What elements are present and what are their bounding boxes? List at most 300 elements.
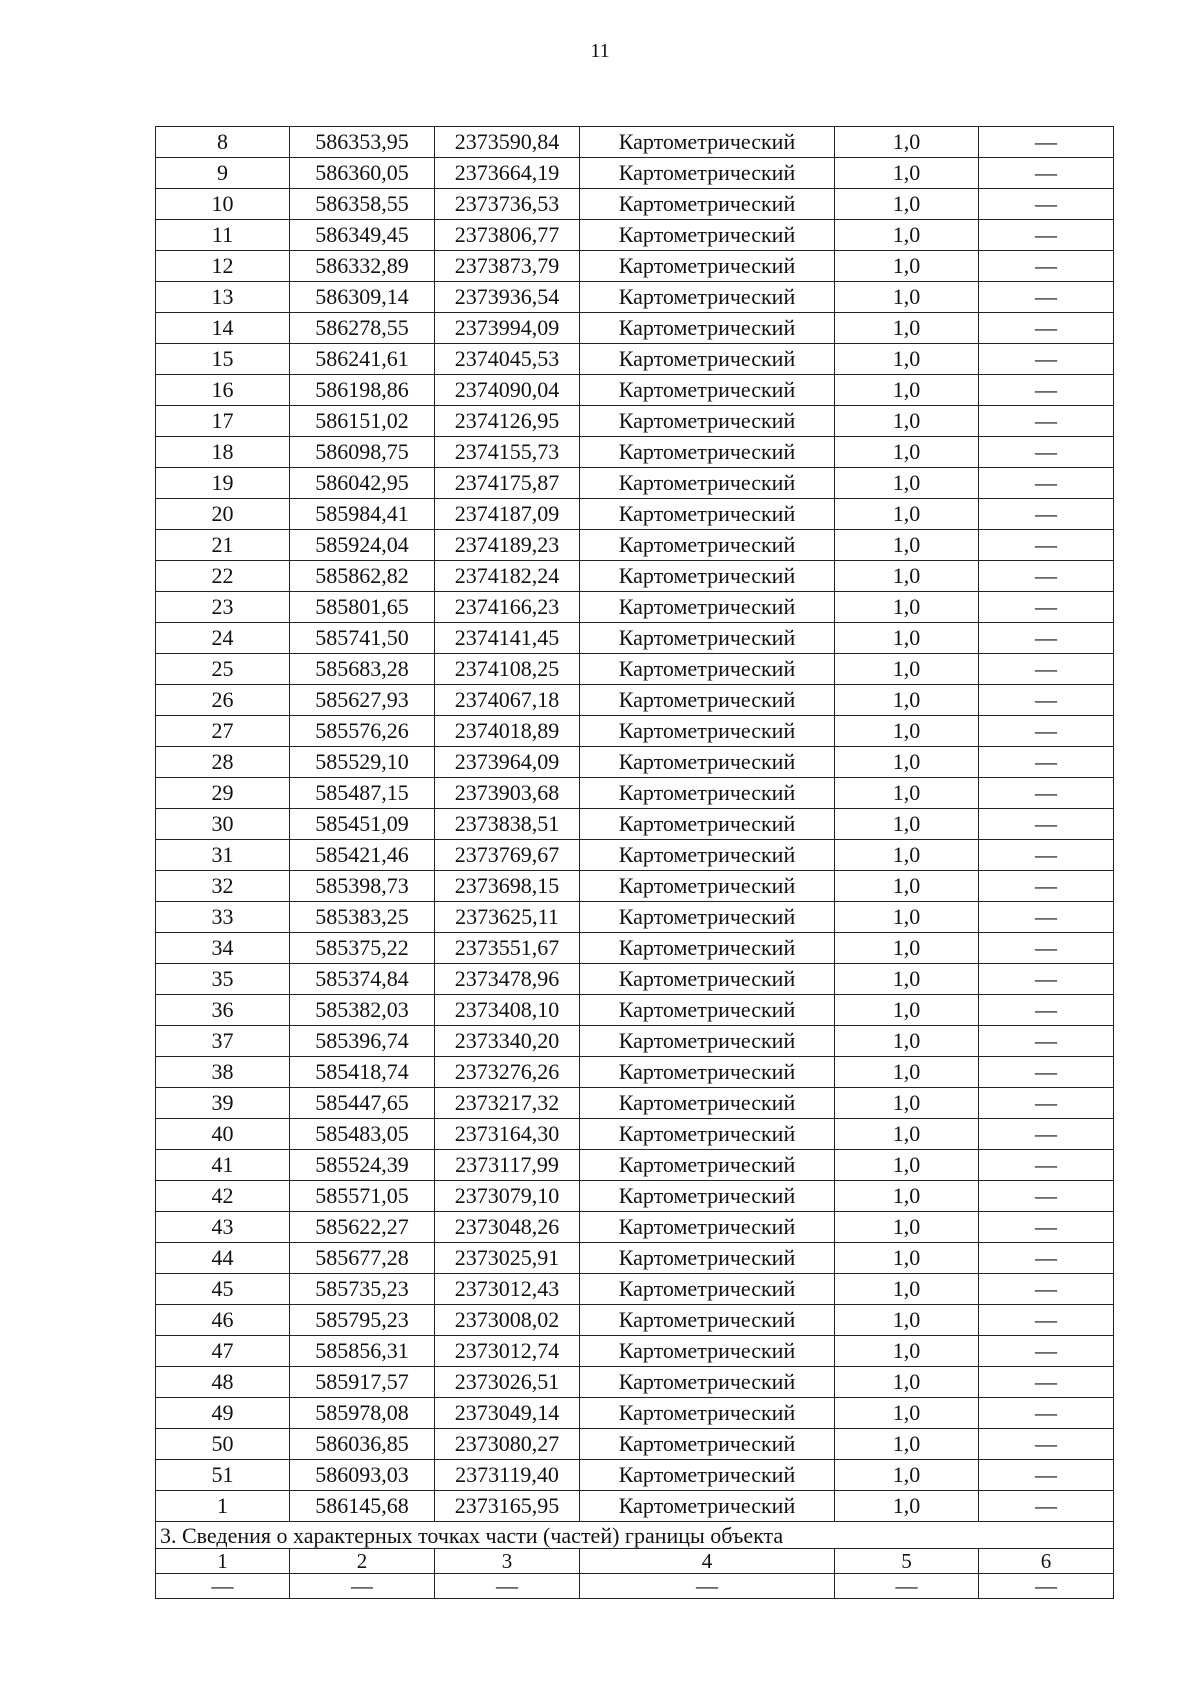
point-number-cell: 34 [156, 933, 290, 964]
y-coordinate-cell: 2373408,10 [435, 995, 580, 1026]
x-coordinate-cell: 585795,23 [290, 1305, 435, 1336]
y-coordinate-cell: 2374045,53 [435, 344, 580, 375]
point-number-cell: 39 [156, 1088, 290, 1119]
point-number-cell: 10 [156, 189, 290, 220]
point-number-cell: 20 [156, 499, 290, 530]
method-cell: Картометрический [580, 871, 835, 902]
point-number-cell: 27 [156, 716, 290, 747]
method-cell: Картометрический [580, 592, 835, 623]
dash-cell: — [156, 1574, 290, 1599]
description-cell: — [979, 1026, 1114, 1057]
description-cell: — [979, 840, 1114, 871]
table-row [156, 220, 1114, 251]
point-number-cell: 21 [156, 530, 290, 561]
method-cell: Картометрический [580, 1088, 835, 1119]
x-coordinate-cell: 585627,93 [290, 685, 435, 716]
method-cell: Картометрический [580, 468, 835, 499]
dash-cell: — [835, 1574, 979, 1599]
method-cell: Картометрический [580, 344, 835, 375]
description-cell: — [979, 623, 1114, 654]
dash-cell: — [435, 1574, 580, 1599]
table-row [156, 1429, 1114, 1460]
accuracy-cell: 1,0 [835, 778, 979, 809]
description-cell: — [979, 1460, 1114, 1491]
table-row [156, 344, 1114, 375]
method-cell: Картометрический [580, 189, 835, 220]
description-cell: — [979, 1150, 1114, 1181]
y-coordinate-cell: 2373903,68 [435, 778, 580, 809]
accuracy-cell: 1,0 [835, 1460, 979, 1491]
method-cell: Картометрический [580, 902, 835, 933]
point-number-cell: 22 [156, 561, 290, 592]
table-row [156, 313, 1114, 344]
description-cell: — [979, 375, 1114, 406]
accuracy-cell: 1,0 [835, 468, 979, 499]
table-row [156, 592, 1114, 623]
y-coordinate-cell: 2373025,91 [435, 1243, 580, 1274]
method-cell: Картометрический [580, 716, 835, 747]
description-cell: — [979, 1491, 1114, 1522]
y-coordinate-cell: 2373664,19 [435, 158, 580, 189]
accuracy-cell: 1,0 [835, 282, 979, 313]
table-row [156, 1336, 1114, 1367]
method-cell: Картометрический [580, 1460, 835, 1491]
y-coordinate-cell: 2374189,23 [435, 530, 580, 561]
boundary-points-table [155, 126, 1114, 1599]
y-coordinate-cell: 2373769,67 [435, 840, 580, 871]
description-cell: — [979, 1243, 1114, 1274]
x-coordinate-cell: 585984,41 [290, 499, 435, 530]
y-coordinate-cell: 2373964,09 [435, 747, 580, 778]
accuracy-cell: 1,0 [835, 1243, 979, 1274]
table-row [156, 1181, 1114, 1212]
description-cell: — [979, 995, 1114, 1026]
y-coordinate-cell: 2373012,43 [435, 1274, 580, 1305]
y-coordinate-cell: 2373012,74 [435, 1336, 580, 1367]
x-coordinate-cell: 585418,74 [290, 1057, 435, 1088]
x-coordinate-cell: 585396,74 [290, 1026, 435, 1057]
accuracy-cell: 1,0 [835, 933, 979, 964]
method-cell: Картометрический [580, 1212, 835, 1243]
x-coordinate-cell: 585683,28 [290, 654, 435, 685]
point-number-cell: 30 [156, 809, 290, 840]
y-coordinate-cell: 2373340,20 [435, 1026, 580, 1057]
description-cell: — [979, 1274, 1114, 1305]
method-cell: Картометрический [580, 437, 835, 468]
table-row [156, 1026, 1114, 1057]
x-coordinate-cell: 585917,57 [290, 1367, 435, 1398]
accuracy-cell: 1,0 [835, 375, 979, 406]
accuracy-cell: 1,0 [835, 530, 979, 561]
table-row [156, 468, 1114, 499]
method-cell: Картометрический [580, 1429, 835, 1460]
x-coordinate-cell: 585447,65 [290, 1088, 435, 1119]
point-number-cell: 51 [156, 1460, 290, 1491]
x-coordinate-cell: 586093,03 [290, 1460, 435, 1491]
point-number-cell: 18 [156, 437, 290, 468]
description-cell: — [979, 406, 1114, 437]
point-number-cell: 24 [156, 623, 290, 654]
method-cell: Картометрический [580, 313, 835, 344]
table-row [156, 1491, 1114, 1522]
table-row [156, 1243, 1114, 1274]
table-row [156, 685, 1114, 716]
x-coordinate-cell: 586145,68 [290, 1491, 435, 1522]
point-number-cell: 29 [156, 778, 290, 809]
method-cell: Картометрический [580, 964, 835, 995]
x-coordinate-cell: 585622,27 [290, 1212, 435, 1243]
x-coordinate-cell: 585529,10 [290, 747, 435, 778]
method-cell: Картометрический [580, 933, 835, 964]
point-number-cell: 37 [156, 1026, 290, 1057]
method-cell: Картометрический [580, 1491, 835, 1522]
point-number-cell: 16 [156, 375, 290, 406]
point-number-cell: 45 [156, 1274, 290, 1305]
y-coordinate-cell: 2373165,95 [435, 1491, 580, 1522]
section-3-title: 3. Сведения о характерных точках части (частей) границы объекта [156, 1522, 1114, 1549]
column-numbers-row [156, 1549, 1114, 1574]
method-cell: Картометрический [580, 840, 835, 871]
accuracy-cell: 1,0 [835, 840, 979, 871]
description-cell: — [979, 251, 1114, 282]
accuracy-cell: 1,0 [835, 1119, 979, 1150]
y-coordinate-cell: 2373080,27 [435, 1429, 580, 1460]
description-cell: — [979, 933, 1114, 964]
method-cell: Картометрический [580, 1026, 835, 1057]
description-cell: — [979, 964, 1114, 995]
description-cell: — [979, 1212, 1114, 1243]
x-coordinate-cell: 586358,55 [290, 189, 435, 220]
method-cell: Картометрический [580, 1119, 835, 1150]
y-coordinate-cell: 2373994,09 [435, 313, 580, 344]
accuracy-cell: 1,0 [835, 1367, 979, 1398]
dash-cell: — [290, 1574, 435, 1599]
page-number: 11 [590, 40, 610, 62]
table-row [156, 778, 1114, 809]
table-row [156, 1119, 1114, 1150]
column-number: 5 [835, 1549, 979, 1574]
y-coordinate-cell: 2373806,77 [435, 220, 580, 251]
x-coordinate-cell: 585524,39 [290, 1150, 435, 1181]
accuracy-cell: 1,0 [835, 1274, 979, 1305]
point-number-cell: 36 [156, 995, 290, 1026]
description-cell: — [979, 716, 1114, 747]
x-coordinate-cell: 586353,95 [290, 127, 435, 158]
accuracy-cell: 1,0 [835, 1181, 979, 1212]
y-coordinate-cell: 2373164,30 [435, 1119, 580, 1150]
y-coordinate-cell: 2373698,15 [435, 871, 580, 902]
point-number-cell: 31 [156, 840, 290, 871]
method-cell: Картометрический [580, 1243, 835, 1274]
table-row [156, 1088, 1114, 1119]
description-cell: — [979, 468, 1114, 499]
method-cell: Картометрический [580, 1150, 835, 1181]
method-cell: Картометрический [580, 1367, 835, 1398]
point-number-cell: 28 [156, 747, 290, 778]
y-coordinate-cell: 2374175,87 [435, 468, 580, 499]
x-coordinate-cell: 585375,22 [290, 933, 435, 964]
accuracy-cell: 1,0 [835, 1150, 979, 1181]
x-coordinate-cell: 585398,73 [290, 871, 435, 902]
description-cell: — [979, 499, 1114, 530]
y-coordinate-cell: 2374018,89 [435, 716, 580, 747]
table-row [156, 1150, 1114, 1181]
accuracy-cell: 1,0 [835, 437, 979, 468]
method-cell: Картометрический [580, 406, 835, 437]
point-number-cell: 35 [156, 964, 290, 995]
accuracy-cell: 1,0 [835, 592, 979, 623]
points-rows [156, 127, 1114, 1522]
dash-cell: — [979, 1574, 1114, 1599]
accuracy-cell: 1,0 [835, 1491, 979, 1522]
x-coordinate-cell: 585576,26 [290, 716, 435, 747]
method-cell: Картометрический [580, 499, 835, 530]
accuracy-cell: 1,0 [835, 220, 979, 251]
x-coordinate-cell: 586360,05 [290, 158, 435, 189]
section-3-data-row [156, 1574, 1114, 1599]
table-row [156, 1274, 1114, 1305]
table-row [156, 530, 1114, 561]
y-coordinate-cell: 2374155,73 [435, 437, 580, 468]
table-row [156, 561, 1114, 592]
point-number-cell: 42 [156, 1181, 290, 1212]
method-cell: Картометрический [580, 1057, 835, 1088]
y-coordinate-cell: 2374108,25 [435, 654, 580, 685]
table-row [156, 158, 1114, 189]
description-cell: — [979, 747, 1114, 778]
x-coordinate-cell: 585801,65 [290, 592, 435, 623]
y-coordinate-cell: 2373048,26 [435, 1212, 580, 1243]
table-row [156, 654, 1114, 685]
y-coordinate-cell: 2374090,04 [435, 375, 580, 406]
y-coordinate-cell: 2373276,26 [435, 1057, 580, 1088]
description-cell: — [979, 871, 1114, 902]
accuracy-cell: 1,0 [835, 685, 979, 716]
description-cell: — [979, 1398, 1114, 1429]
accuracy-cell: 1,0 [835, 499, 979, 530]
x-coordinate-cell: 585677,28 [290, 1243, 435, 1274]
point-number-cell: 14 [156, 313, 290, 344]
method-cell: Картометрический [580, 375, 835, 406]
table-row [156, 1398, 1114, 1429]
table-row [156, 375, 1114, 406]
table-row [156, 499, 1114, 530]
method-cell: Картометрический [580, 1181, 835, 1212]
description-cell: — [979, 1119, 1114, 1150]
point-number-cell: 8 [156, 127, 290, 158]
x-coordinate-cell: 585487,15 [290, 778, 435, 809]
x-coordinate-cell: 586241,61 [290, 344, 435, 375]
method-cell: Картометрический [580, 747, 835, 778]
point-number-cell: 44 [156, 1243, 290, 1274]
accuracy-cell: 1,0 [835, 902, 979, 933]
x-coordinate-cell: 585374,84 [290, 964, 435, 995]
point-number-cell: 12 [156, 251, 290, 282]
method-cell: Картометрический [580, 1274, 835, 1305]
description-cell: — [979, 1181, 1114, 1212]
accuracy-cell: 1,0 [835, 1398, 979, 1429]
x-coordinate-cell: 585741,50 [290, 623, 435, 654]
x-coordinate-cell: 586198,86 [290, 375, 435, 406]
description-cell: — [979, 809, 1114, 840]
table-row [156, 964, 1114, 995]
x-coordinate-cell: 585862,82 [290, 561, 435, 592]
y-coordinate-cell: 2373736,53 [435, 189, 580, 220]
point-number-cell: 46 [156, 1305, 290, 1336]
table-row [156, 623, 1114, 654]
point-number-cell: 49 [156, 1398, 290, 1429]
description-cell: — [979, 1088, 1114, 1119]
table-row [156, 995, 1114, 1026]
accuracy-cell: 1,0 [835, 1336, 979, 1367]
description-cell: — [979, 282, 1114, 313]
x-coordinate-cell: 585451,09 [290, 809, 435, 840]
y-coordinate-cell: 2373478,96 [435, 964, 580, 995]
accuracy-cell: 1,0 [835, 344, 979, 375]
table-row [156, 1460, 1114, 1491]
y-coordinate-cell: 2374166,23 [435, 592, 580, 623]
description-cell: — [979, 158, 1114, 189]
x-coordinate-cell: 586278,55 [290, 313, 435, 344]
table-row [156, 809, 1114, 840]
section-3-header-row [156, 1522, 1114, 1549]
column-number: 1 [156, 1549, 290, 1574]
table-row [156, 902, 1114, 933]
description-cell: — [979, 902, 1114, 933]
point-number-cell: 19 [156, 468, 290, 499]
y-coordinate-cell: 2373217,32 [435, 1088, 580, 1119]
table-row [156, 406, 1114, 437]
accuracy-cell: 1,0 [835, 1212, 979, 1243]
table-row [156, 437, 1114, 468]
accuracy-cell: 1,0 [835, 406, 979, 437]
method-cell: Картометрический [580, 220, 835, 251]
description-cell: — [979, 1305, 1114, 1336]
point-number-cell: 47 [156, 1336, 290, 1367]
accuracy-cell: 1,0 [835, 1088, 979, 1119]
column-number: 3 [435, 1549, 580, 1574]
point-number-cell: 38 [156, 1057, 290, 1088]
method-cell: Картометрический [580, 809, 835, 840]
table-row [156, 871, 1114, 902]
description-cell: — [979, 1429, 1114, 1460]
y-coordinate-cell: 2373049,14 [435, 1398, 580, 1429]
description-cell: — [979, 344, 1114, 375]
point-number-cell: 17 [156, 406, 290, 437]
method-cell: Картометрический [580, 1398, 835, 1429]
y-coordinate-cell: 2373838,51 [435, 809, 580, 840]
point-number-cell: 32 [156, 871, 290, 902]
point-number-cell: 25 [156, 654, 290, 685]
table-row [156, 1305, 1114, 1336]
x-coordinate-cell: 586349,45 [290, 220, 435, 251]
table-row [156, 251, 1114, 282]
method-cell: Картометрический [580, 654, 835, 685]
method-cell: Картометрический [580, 1336, 835, 1367]
table-row [156, 1367, 1114, 1398]
x-coordinate-cell: 585421,46 [290, 840, 435, 871]
point-number-cell: 40 [156, 1119, 290, 1150]
accuracy-cell: 1,0 [835, 716, 979, 747]
method-cell: Картометрический [580, 561, 835, 592]
table-row [156, 716, 1114, 747]
point-number-cell: 1 [156, 1491, 290, 1522]
accuracy-cell: 1,0 [835, 189, 979, 220]
y-coordinate-cell: 2373936,54 [435, 282, 580, 313]
table-row [156, 747, 1114, 778]
method-cell: Картометрический [580, 1305, 835, 1336]
method-cell: Картометрический [580, 685, 835, 716]
x-coordinate-cell: 586332,89 [290, 251, 435, 282]
column-number: 6 [979, 1549, 1114, 1574]
y-coordinate-cell: 2374141,45 [435, 623, 580, 654]
description-cell: — [979, 1367, 1114, 1398]
method-cell: Картометрический [580, 158, 835, 189]
method-cell: Картометрический [580, 778, 835, 809]
accuracy-cell: 1,0 [835, 1305, 979, 1336]
table-row [156, 933, 1114, 964]
y-coordinate-cell: 2373873,79 [435, 251, 580, 282]
description-cell: — [979, 654, 1114, 685]
accuracy-cell: 1,0 [835, 1429, 979, 1460]
table-row [156, 1057, 1114, 1088]
accuracy-cell: 1,0 [835, 995, 979, 1026]
method-cell: Картометрический [580, 282, 835, 313]
point-number-cell: 41 [156, 1150, 290, 1181]
y-coordinate-cell: 2373625,11 [435, 902, 580, 933]
accuracy-cell: 1,0 [835, 1026, 979, 1057]
x-coordinate-cell: 586042,95 [290, 468, 435, 499]
description-cell: — [979, 1336, 1114, 1367]
accuracy-cell: 1,0 [835, 809, 979, 840]
accuracy-cell: 1,0 [835, 1057, 979, 1088]
x-coordinate-cell: 586036,85 [290, 1429, 435, 1460]
x-coordinate-cell: 585571,05 [290, 1181, 435, 1212]
x-coordinate-cell: 585924,04 [290, 530, 435, 561]
x-coordinate-cell: 585383,25 [290, 902, 435, 933]
table-row [156, 840, 1114, 871]
column-number: 4 [580, 1549, 835, 1574]
description-cell: — [979, 437, 1114, 468]
method-cell: Картометрический [580, 995, 835, 1026]
y-coordinate-cell: 2374187,09 [435, 499, 580, 530]
accuracy-cell: 1,0 [835, 127, 979, 158]
column-number: 2 [290, 1549, 435, 1574]
x-coordinate-cell: 585978,08 [290, 1398, 435, 1429]
table-row [156, 1212, 1114, 1243]
description-cell: — [979, 313, 1114, 344]
y-coordinate-cell: 2374067,18 [435, 685, 580, 716]
y-coordinate-cell: 2374126,95 [435, 406, 580, 437]
point-number-cell: 23 [156, 592, 290, 623]
point-number-cell: 43 [156, 1212, 290, 1243]
accuracy-cell: 1,0 [835, 561, 979, 592]
y-coordinate-cell: 2373117,99 [435, 1150, 580, 1181]
description-cell: — [979, 592, 1114, 623]
method-cell: Картометрический [580, 127, 835, 158]
accuracy-cell: 1,0 [835, 158, 979, 189]
y-coordinate-cell: 2373079,10 [435, 1181, 580, 1212]
accuracy-cell: 1,0 [835, 871, 979, 902]
description-cell: — [979, 530, 1114, 561]
point-number-cell: 11 [156, 220, 290, 251]
point-number-cell: 15 [156, 344, 290, 375]
method-cell: Картометрический [580, 623, 835, 654]
y-coordinate-cell: 2373551,67 [435, 933, 580, 964]
x-coordinate-cell: 585382,03 [290, 995, 435, 1026]
point-number-cell: 13 [156, 282, 290, 313]
accuracy-cell: 1,0 [835, 313, 979, 344]
